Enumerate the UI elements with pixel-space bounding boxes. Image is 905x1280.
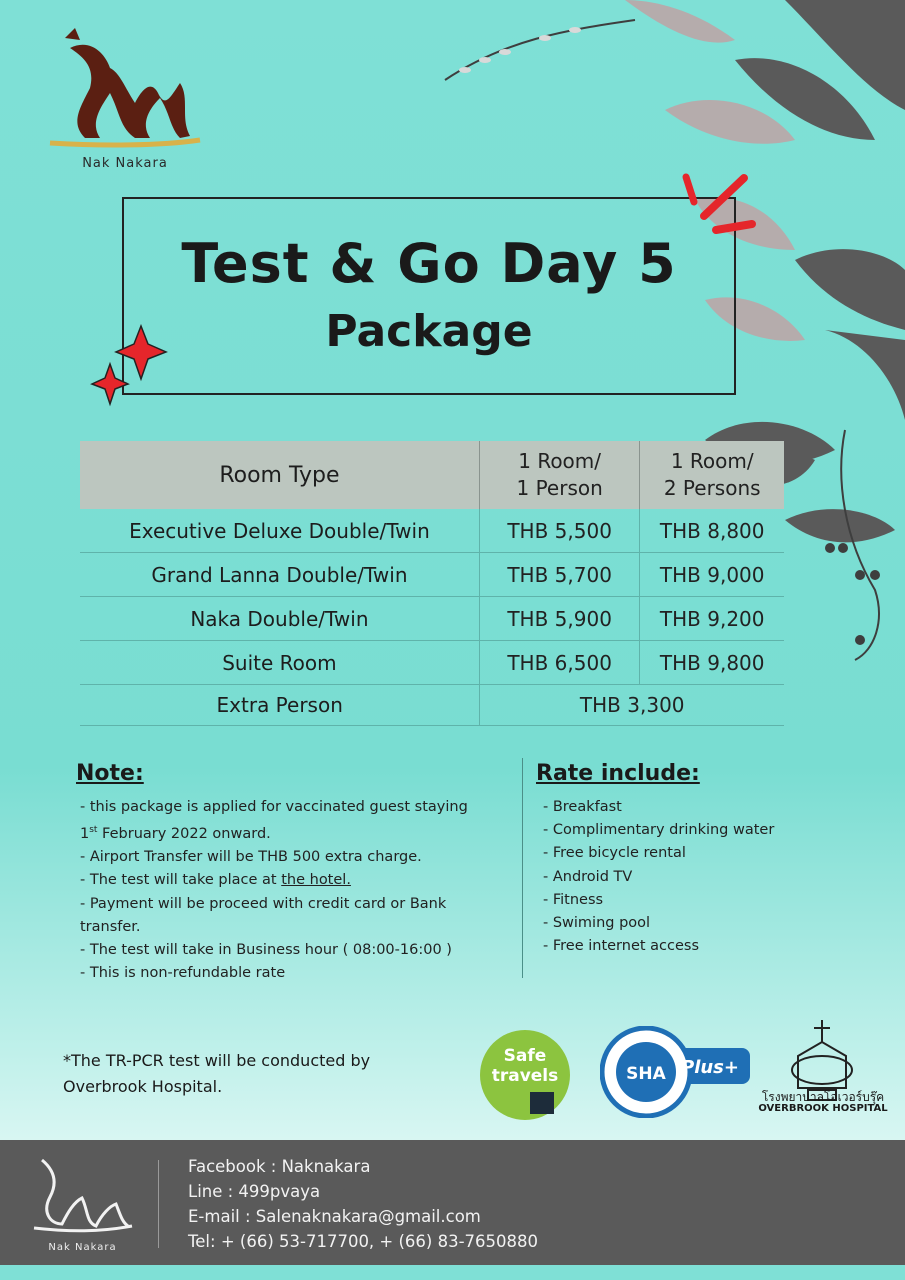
rate-heading: Rate include: bbox=[536, 761, 700, 786]
footer-naga-logo bbox=[30, 1152, 135, 1236]
list-item: - Free internet access bbox=[543, 938, 700, 955]
list-item: - Breakfast bbox=[543, 799, 622, 815]
footer-strip bbox=[0, 1265, 905, 1280]
phone-contact[interactable]: Tel: + (66) 53-717700, + (66) 83-7650880 bbox=[188, 1232, 539, 1251]
list-item: - Android TV bbox=[543, 868, 633, 885]
wttc-icon bbox=[530, 1092, 554, 1114]
note-heading: Note: bbox=[76, 761, 144, 786]
header-two-persons: 1 Room/ 2 Persons bbox=[639, 441, 784, 509]
page-subtitle: Package bbox=[325, 306, 533, 357]
footer-divider bbox=[158, 1160, 159, 1248]
header-one-person: 1 Room/ 1 Person bbox=[479, 441, 640, 509]
price-table bbox=[80, 441, 784, 726]
table-row: Executive Deluxe Double/Twin THB 5,500 THB 8,800 bbox=[80, 509, 784, 553]
brand-name: Nak Nakara bbox=[82, 156, 168, 171]
table-row: Suite Room THB 6,500 THB 9,800 bbox=[80, 641, 784, 685]
list-item: - Complimentary drinking water bbox=[543, 822, 775, 839]
rate-list bbox=[543, 796, 774, 958]
contact-info bbox=[188, 1154, 538, 1254]
note-list: - this package is applied for vaccinated guest staying 1st February 2022 onward. - Airport Transfer will be THB 500 extra charge. - The test will take place at the hotel. - Payment will be proceed with credit card or Bank transfer. - The test will take in Business hour ( 08:00-16:00 ) - This is non-refundable rate bbox=[80, 799, 468, 982]
section-divider bbox=[522, 758, 523, 978]
hotel-link[interactable]: the hotel. bbox=[281, 872, 351, 889]
table-header bbox=[80, 441, 784, 509]
safe-travels-badge: Safe travels bbox=[480, 1030, 570, 1120]
header-room-type: Room Type bbox=[219, 462, 340, 488]
hospital-name-english: OVERBROOK HOSPITAL bbox=[758, 1103, 888, 1114]
naga-logo bbox=[40, 18, 210, 178]
pcr-footnote: *The TR-PCR test will be conducted by Overbrook Hospital. bbox=[63, 1051, 371, 1096]
svg-text:Plus+: Plus+ bbox=[681, 1057, 739, 1078]
list-item: - Swiming pool bbox=[543, 915, 651, 932]
email-contact[interactable]: E-mail : Salenaknakara@gmail.com bbox=[188, 1207, 481, 1226]
accent-strokes-icon bbox=[676, 172, 766, 242]
facebook-contact[interactable]: Facebook : Naknakara bbox=[188, 1157, 371, 1176]
hospital-name-thai: โรงพยาบาลโอเวอร์บรุ๊ค bbox=[761, 1090, 885, 1104]
table-row: Naka Double/Twin THB 5,900 THB 9,200 bbox=[80, 597, 784, 641]
list-item: - Fitness bbox=[543, 891, 604, 908]
sha-plus-badge bbox=[600, 1026, 752, 1118]
list-item: - Free bicycle rental bbox=[543, 845, 686, 862]
page-title: Test & Go Day 5 bbox=[181, 232, 677, 295]
table-row-extra: Extra Person THB 3,300 bbox=[80, 685, 784, 726]
sparkle-icon bbox=[86, 324, 176, 414]
line-contact[interactable]: Line : 499pvaya bbox=[188, 1182, 321, 1201]
svg-text:SHA: SHA bbox=[626, 1064, 666, 1084]
footer-brand-name: Nak Nakara bbox=[48, 1242, 117, 1253]
table-row: Grand Lanna Double/Twin THB 5,700 THB 9,000 bbox=[80, 553, 784, 597]
title-frame bbox=[122, 197, 736, 395]
